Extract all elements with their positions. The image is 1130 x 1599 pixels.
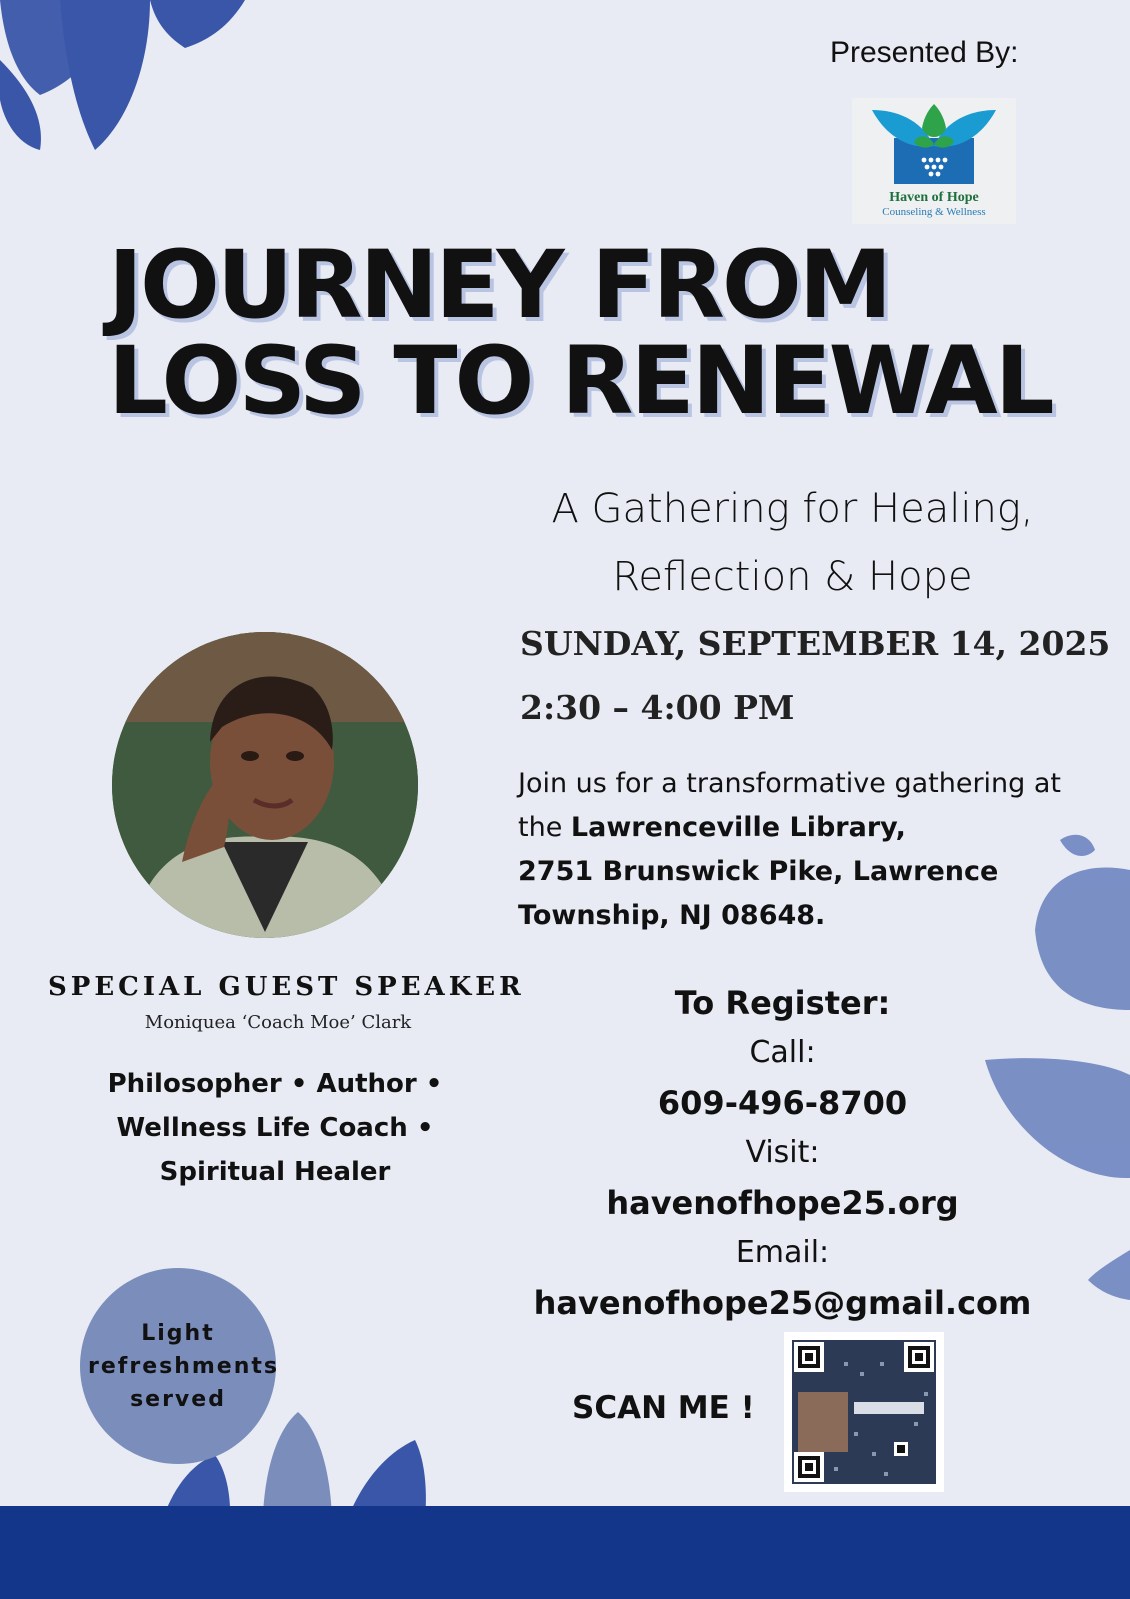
venue-name: Lawrenceville Library, — [570, 812, 906, 843]
call-label: Call: — [749, 1035, 816, 1070]
visit-label: Visit: — [745, 1135, 820, 1170]
registration-info — [530, 978, 1035, 1328]
refreshments-badge — [80, 1268, 279, 1464]
presented-by-label: Presented By: — [830, 36, 1019, 69]
phone-number[interactable]: 609-496-8700 — [657, 1084, 908, 1122]
email-link[interactable]: havenofhope25@gmail.com — [533, 1284, 1032, 1322]
roles-line-2: Wellness Life Coach • — [116, 1113, 434, 1143]
qr-code[interactable] — [784, 1332, 944, 1492]
special-guest-heading: SPECIAL GUEST SPEAKER — [48, 972, 525, 1002]
register-heading: To Register: — [674, 984, 891, 1022]
roles-line-3: Spiritual Healer — [159, 1157, 391, 1187]
venue-address: 2751 Brunswick Pike, Lawrence Township, NJ 08648. — [518, 856, 999, 931]
logo-name: Haven of Hope — [889, 190, 979, 205]
speaker-roles — [95, 1062, 455, 1194]
event-subtitle — [500, 475, 1085, 611]
logo-tagline: Counseling & Wellness — [882, 206, 986, 218]
speaker-name: Moniquea ‘Coach Moe’ Clark — [144, 1012, 412, 1033]
footer-band — [0, 1506, 1130, 1599]
haven-of-hope-logo — [852, 98, 1016, 224]
scan-me-label: SCAN ME ! — [572, 1390, 755, 1426]
event-date: SUNDAY, SEPTEMBER 14, 2025 — [520, 624, 1111, 663]
refreshments-text: Light refreshments served — [88, 1320, 279, 1412]
event-title — [108, 231, 1052, 436]
details-intro: Join us for a transformative gathering at the — [518, 768, 1062, 843]
roles-line-1: Philosopher • Author • — [107, 1069, 443, 1099]
subtitle-line-2: Reflection & Hope — [612, 554, 973, 600]
email-label: Email: — [735, 1235, 830, 1270]
subtitle-line-1: A Gathering for Healing, — [551, 486, 1034, 532]
speaker-photo — [112, 632, 418, 938]
event-details — [518, 762, 1093, 938]
speaker-portrait-icon — [112, 632, 418, 938]
website-link[interactable]: havenofhope25.org — [606, 1184, 959, 1222]
event-time: 2:30 – 4:00 PM — [520, 688, 795, 727]
title-line-1: JOURNEY FROM — [108, 231, 890, 340]
title-line-2: LOSS TO RENEWAL — [108, 327, 1052, 436]
qr-code-icon — [784, 1332, 944, 1492]
